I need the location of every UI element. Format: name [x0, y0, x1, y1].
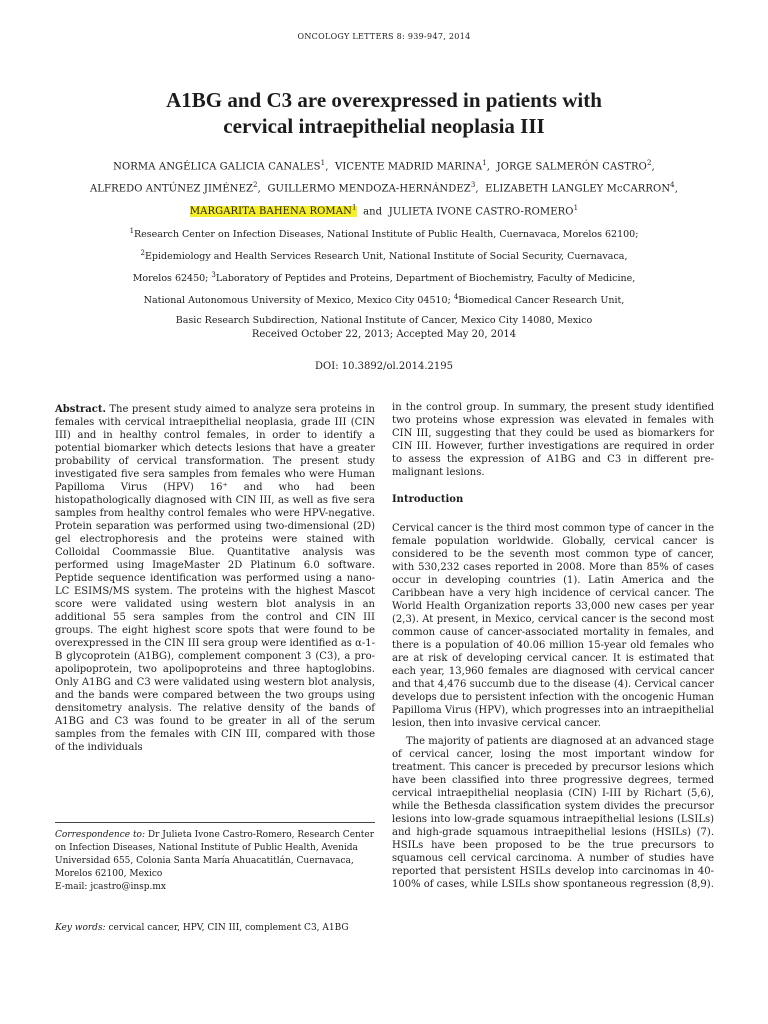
doi: DOI: 10.3892/ol.2014.2195	[315, 361, 453, 372]
affiliation-number: 3	[211, 271, 216, 280]
title-line-1: A1BG and C3 are overexpressed in patients with	[166, 88, 602, 112]
keywords	[55, 922, 375, 935]
affiliation-number: 2	[140, 249, 145, 258]
affiliation-marker: 1	[482, 159, 487, 167]
author-name: VICENTE MADRID MARINA	[335, 161, 483, 173]
title-line-2: cervical intraepithelial neoplasia III	[223, 114, 545, 138]
affiliation-marker: 1	[320, 159, 326, 167]
affiliation-marker: 3	[470, 181, 476, 190]
affiliation-text: Morelos 62450;	[132, 273, 209, 285]
affiliation-text: National Autonomous University of Mexico, Mexico City 04510;	[143, 295, 451, 307]
correspondence-email[interactable]: E-mail: jcastro@insp.mx	[55, 882, 167, 892]
author-name: NORMA ANGÉLICA GALICIA CANALES	[113, 161, 321, 173]
introduction-heading: Introduction	[392, 494, 464, 505]
affiliation-marker: 2	[253, 181, 258, 190]
correspondence-label: Correspondence to:	[55, 830, 146, 840]
author-name: JULIETA IVONE CASTRO-ROMERO	[388, 205, 574, 217]
received-dates: Received October 22, 2013; Accepted May 20, 2014	[251, 329, 517, 340]
abstract-text: The present study aimed to analyze sera proteins in females with cervical intraepithelial neoplasia, grade III (CIN III) and in healthy control females, in order to identify a potential biomarker which detects lesions that have a greater probability of cervical transformation. The present study investigated five sera samples from females who were Human Papilloma Virus (HPV) 16⁺ and who had been histopathologically diagnosed with CIN III, as well as five sera samples from healthy control females who were HPV-negative. Protein separation was performed using two-dimensional (2D) gel electrophoresis and the proteins were stained with Colloidal Coommassie Blue. Quantitative analysis was performed using ImageMaster 2D Platinum 6.0 software. Peptide sequence identification was performed using a nano-LC ESIMS/MS system. The proteins with the highest Mascot score were validated using western blot analysis in an additional 55 sera samples from the control and CIN III groups. The eight highest score spots that were found to be overexpressed in the CIN III sera group were identified as α-1-B glycoprotein (A1BG), complement component 3 (C3), a pro-apolipoprotein, two apolipoproteins and three haptoglobins. Only A1BG and C3 were validated using western blot analysis, and the bands were compared between the two groups using densitometry analysis. The relative density of the bands of A1BG and C3 was found to be greater in all of the serum samples from the females with CIN III, compared with those of the individuals	[55, 404, 375, 753]
keywords-label: Key words:	[55, 923, 106, 933]
footnote-divider	[55, 822, 375, 823]
correspondence	[55, 829, 375, 894]
affiliation-number: 1	[129, 227, 135, 235]
affiliations	[40, 222, 728, 330]
introduction-paragraph-2: The majority of patients are diagnosed at an advanced stage of cervical cancer, losing the most important window for treatment. This cancer is preceded by precursor lesions which have been classified into three progressive degrees, termed cervical intraepithelial neoplasia (CIN) I-III by Richart (5,6), while the Bethesda classification system divides the precursor lesions into low-grade squamous intraepithelial lesions (LSILs) and high-grade squamous intraepithelial lesions (HSILs) (7). HSILs have been proposed to be the true precursors to squamous cell cervical carcinoma. A number of studies have reported that persistent HSILs develop into carcinomas in 40-100% of cases, while LSILs show spontaneous regression (8,9).	[392, 736, 714, 890]
author-list: NORMA ANGÉLICA GALICIA CANALES$^1$, VICENTE MADRID MARINA$^1$, JORGE SALMERÓN CASTRO$^2$, ALFREDO ANTÚNEZ JIMÉNEZ$^2$, GUILLERMO MENDOZA-HERNÁNDEZ$^3$, ELIZABETH LANGLEY McCARRON$^4$, MARGARITA BAHENA ROMAN$^1$ and JULIETA IVONE CASTRO-ROMERO$^1$	[89, 159, 679, 217]
affiliation-text: Laboratory of Peptides and Proteins, Department of Biochemistry, Faculty of Medicine,	[215, 273, 636, 285]
article-title	[60, 87, 708, 139]
abstract	[55, 403, 375, 754]
highlighted-author	[189, 203, 357, 217]
affiliation-text: Basic Research Subdirection, National Institute of Cancer, Mexico City 14080, Mexico	[175, 314, 593, 326]
affiliation-text: Research Center on Infection Diseases, National Institute of Public Health, Cuernavaca, Morelos 62100;	[134, 229, 639, 241]
affiliation-marker: 1	[351, 203, 357, 212]
abstract-column	[55, 403, 375, 754]
introduction-paragraph-1: Cervical cancer is the third most common type of cancer in the female population worldwide. Globally, cervical cancer is considered to be the seventh most common type of cancer, with 530,232 cases reported in 2008. More than 85% of cases occur in developing countries (1). Latin America and the Caribbean have a very high incidence of cervical cancer. The World Health Organization reports 33,000 new cases per year (2,3). At present, in Mexico, cervical cancer is the second most common cause of cancer-associated mortality in females, and there is a population of 40.06 million 15-year old females who are at risk of developing cervical cancer. It is estimated that each year, 13,960 females are diagnosed with cervical cancer and that 4,476 succumb due to the disease (4). Cervical cancer develops due to persistent infection with the oncogenic Human Papilloma Virus (HPV), which progresses into an intraepithelial lesion, then into invasive cervical cancer.	[392, 523, 714, 729]
affiliation-text: Biomedical Cancer Research Unit,	[458, 295, 625, 307]
author-name: JORGE SALMERÓN CASTRO	[496, 161, 647, 173]
author-name: GUILLERMO MENDOZA-HERNÁNDEZ	[267, 183, 471, 195]
affiliation-marker: 4	[670, 181, 675, 190]
journal-header: ONCOLOGY LETTERS 8: 939-947, 2014	[297, 32, 471, 41]
keywords-text: cervical cancer, HPV, CIN III, complement C3, A1BG	[108, 923, 349, 933]
abstract-continued: in the control group. In summary, the present study identified two proteins whose expression was elevated in females with CIN III, suggesting that they could be used as biomarkers for CIN III. However, further investigations are required in order to assess the expression of A1BG and C3 in different pre-malignant lesions.	[392, 402, 714, 478]
author-name: MARGARITA BAHENA ROMAN	[189, 205, 352, 217]
affiliation-marker: 2	[646, 159, 652, 167]
right-column	[392, 401, 714, 891]
author-conjunction: and	[363, 205, 383, 217]
affiliation-marker: 1	[573, 203, 579, 212]
affiliation-text: Epidemiology and Health Services Research Unit, National Institute of Social Security, Cuernavaca,	[144, 251, 628, 263]
affiliation-number: 4	[453, 293, 459, 302]
abstract-label: Abstract.	[55, 404, 106, 415]
author-name: ELIZABETH LANGLEY McCARRON	[485, 183, 671, 195]
author-name: ALFREDO ANTÚNEZ JIMÉNEZ	[89, 183, 254, 195]
correspondence-text: Dr Julieta Ivone Castro-Romero, Research Center on Infection Diseases, National Institute of Public Health, Avenida Universidad 655, Colonia Santa María Ahuacatitlán, Cuernavaca, Morelos 62100, Mexico	[55, 830, 375, 879]
